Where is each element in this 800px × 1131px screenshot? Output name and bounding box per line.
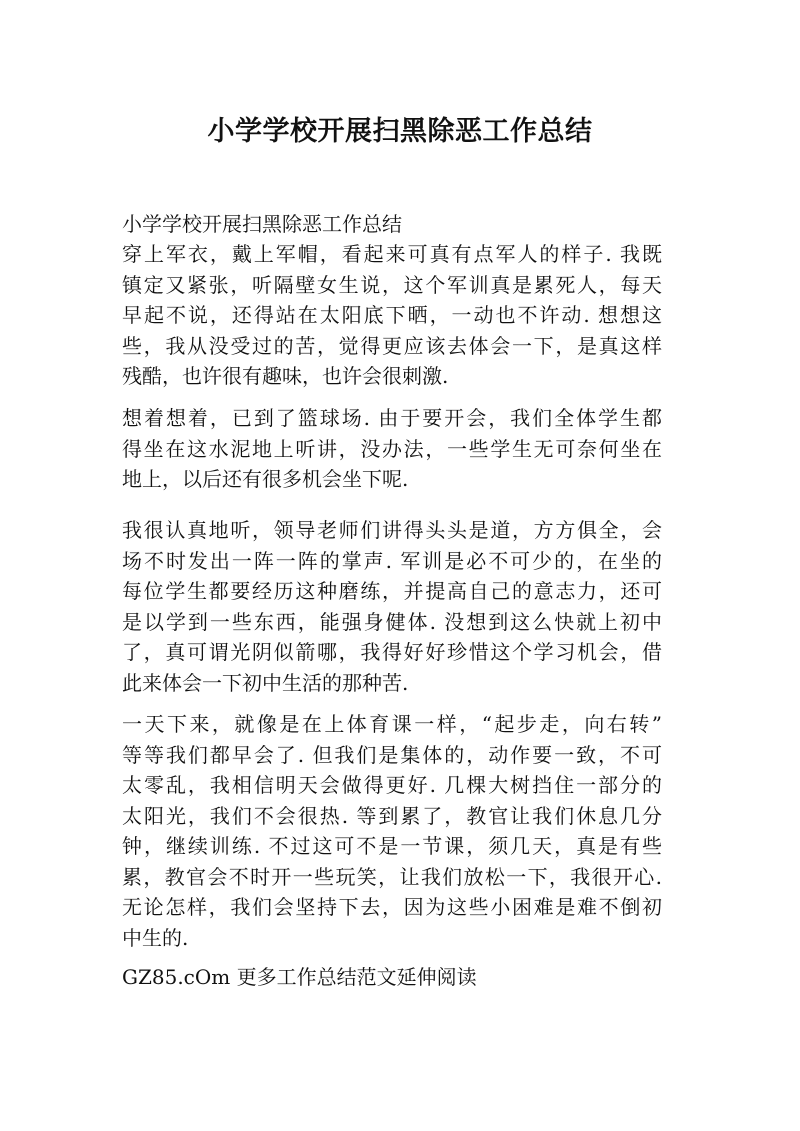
paragraph-line: 场不时发出一阵一阵的掌声. 军训是必不可少的，在坐的	[122, 548, 662, 573]
paragraph-3	[122, 515, 662, 698]
paragraph-line: 残酷，也许很有趣味，也许会很刺激.	[122, 364, 449, 388]
paragraph-line: 些，我从没受过的苦，觉得更应该去体会一下，是真这样	[122, 333, 662, 358]
paragraph-4	[122, 709, 662, 953]
paragraph-2	[122, 403, 662, 495]
paragraph-line: 想着想着，已到了篮球场. 由于要开会，我们全体学生都	[122, 406, 662, 430]
paragraph-line: 早起不说，还得站在太阳底下晒，一动也不许动. 想想这	[122, 303, 662, 327]
paragraph-line: 穿上军衣，戴上军帽，看起来可真有点军人的样子. 我既	[122, 242, 662, 266]
paragraph-1	[122, 239, 662, 392]
paragraph-line: 此来体会一下初中生活的那种苦.	[122, 670, 409, 695]
paragraph-line: 一天下来，就像是在上体育课一样，“起步走，向右转”	[122, 712, 662, 736]
paragraph-line: 无论怎样，我们会坚持下去，因为这些小困难是难不倒初	[122, 895, 662, 919]
document-title: 小学学校开展扫黑除恶工作总结	[207, 116, 593, 147]
related-reading-link[interactable]: GZ85.cOm 更多工作总结范文延伸阅读	[122, 965, 477, 989]
paragraph-line: 我很认真地听，领导老师们讲得头头是道，方方俱全，会	[122, 518, 662, 542]
paragraph-line: 等等我们都早会了. 但我们是集体的，动作要一致，不可	[122, 742, 662, 767]
paragraph-line: 镇定又紧张，听隔壁女生说，这个军训真是累死人，每天	[122, 272, 662, 297]
paragraph-line: 太零乱，我相信明天会做得更好. 几棵大树挡住一部分的	[122, 773, 662, 797]
paragraph-line: 每位学生都要经历这种磨练，并提高自己的意志力，还可	[122, 579, 662, 603]
paragraph-line: 太阳光，我们不会很热. 等到累了，教官让我们休息几分	[122, 803, 662, 828]
paragraph-line: 了，真可谓光阴似箭哪，我得好好珍惜这个学习机会，借	[122, 640, 662, 664]
paragraph-line: 地上，以后还有很多机会坐下呢.	[122, 467, 409, 491]
paragraph-line: 中生的.	[122, 925, 189, 950]
paragraph-line: 累，教官会不时开一些玩笑，让我们放松一下，我很开心.	[122, 864, 662, 889]
paragraph-line: 钟，继续训练. 不过这可不是一节课，须几天，真是有些	[122, 834, 662, 858]
paragraph-line: 得坐在这水泥地上听讲，没办法，一些学生无可奈何坐在	[122, 436, 662, 461]
document-subtitle: 小学学校开展扫黑除恶工作总结	[122, 212, 402, 236]
paragraph-line: 是以学到一些东西，能强身健体. 没想到这么快就上初中	[122, 609, 662, 634]
